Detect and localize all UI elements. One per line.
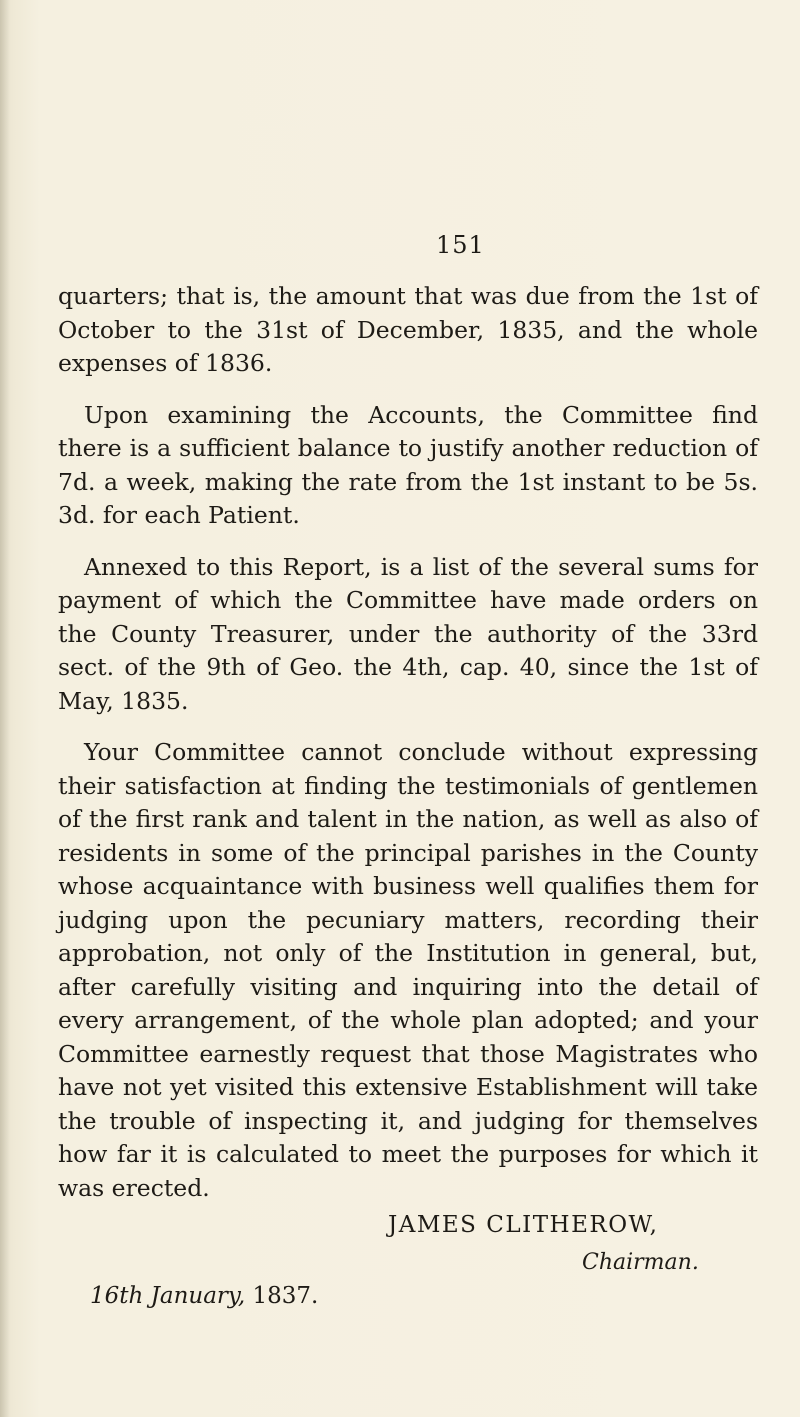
paragraph-annexed-list: Annexed to this Report, is a list of the several sums for payment of which the Committee have made orders on the County Treasurer, under the authority of the 33rd sect. of the 9th of Geo. the 4th, cap. 40, since the 1st of May, 1835. [58, 552, 758, 715]
page-number: 151 [436, 231, 485, 259]
signature-name: JAMES CLITHEROW, [388, 1212, 659, 1238]
signature-title: Chairman. [582, 1250, 699, 1275]
date-day: 16th January, [90, 1283, 246, 1309]
binding-shadow [0, 0, 10, 1417]
paragraph-continuation: quarters; that is, the amount that was due from the 1st of October to the 31st of December, 1835, and the whole expenses of 1836. [58, 282, 758, 377]
report-body [58, 280, 758, 1207]
paragraph-conclusion: Your Committee cannot conclude without expressing their satisfaction at finding the testimonials of gentlemen of the first rank and talent in the nation, as well as also of residents in some of the principal parishes in the County whose acquaintance with business well qualifies them for judging upon the pecuniary matters, recording their approbation, not only of the Institution in general, but, after carefully visiting and inquiring into the detail of every arrangement, of the whole plan adopted; and your Committee earnestly request that those Magistrates who have not yet visited this extensive Establishment will take the trouble of inspecting it, and judging for themselves how far it is calculated to meet the purposes for which it was erected. [58, 738, 758, 1202]
paragraph-accounts: Upon examining the Accounts, the Committee find there is a sufficient balance to justify another reduction of 7d. a week, making the rate from the 1st instant to be 5s. 3d. for each Patient. [58, 400, 758, 529]
date-year: 1837. [245, 1283, 319, 1309]
date-line [90, 1283, 318, 1309]
